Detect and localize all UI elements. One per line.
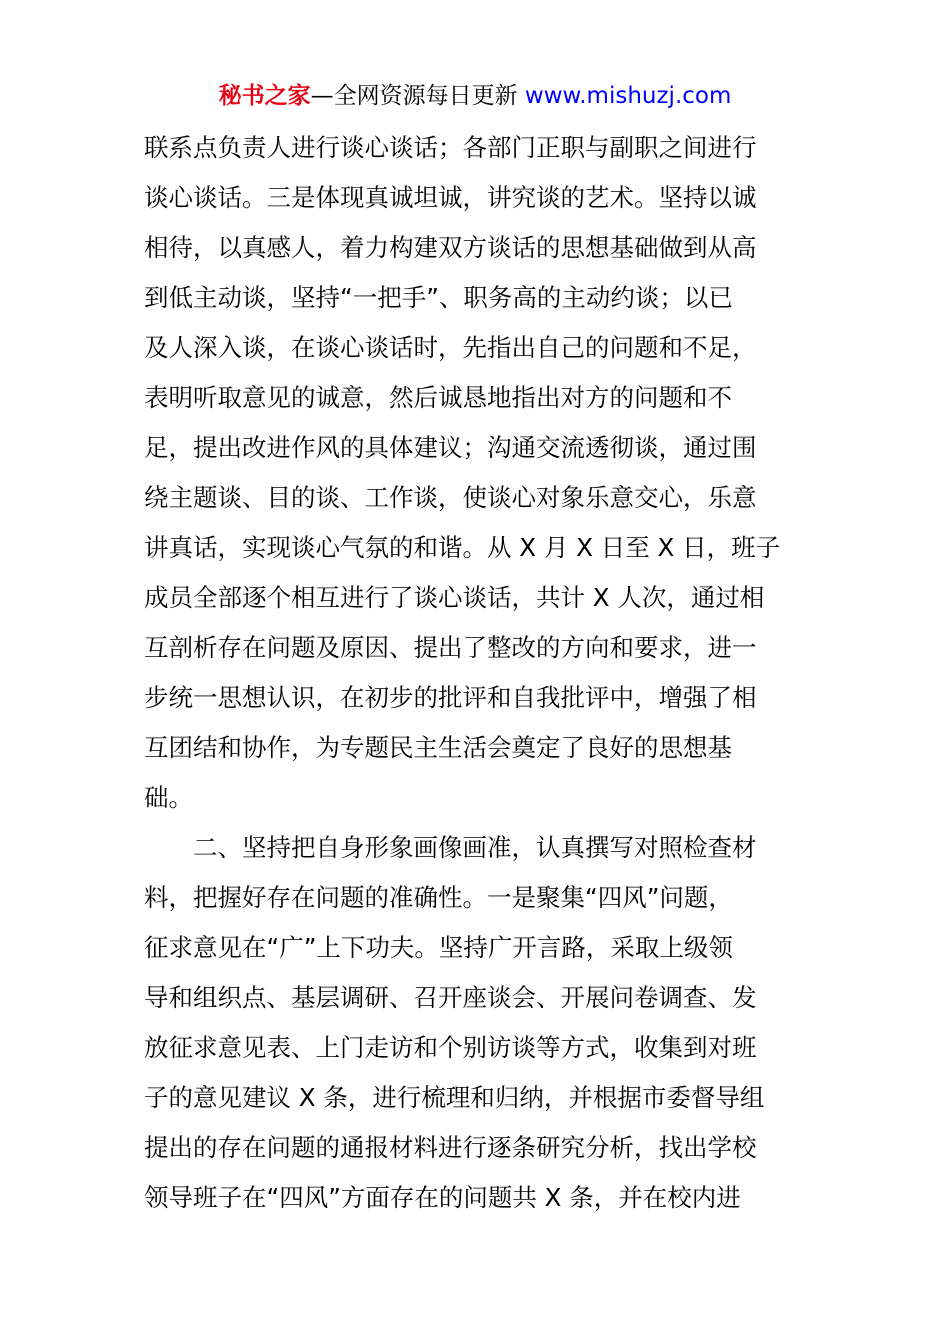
text-line: 互剖析存在问题及原因、提出了整改的方向和要求，进一 <box>144 633 757 662</box>
text-line: 联系点负责人进行谈心谈话；各部门正职与副职之间进行 <box>144 133 757 162</box>
text-line: 料，把握好存在问题的准确性。一是聚集“四风”问题， <box>144 883 733 912</box>
text-line: 足，提出改进作风的具体建议；沟通交流透彻谈，通过围 <box>144 433 757 462</box>
text-line: 谈心谈话。三是体现真诚坦诚，讲究谈的艺术。坚持以诚 <box>144 183 757 212</box>
text-line: 及人深入谈，在谈心谈话时，先指出自己的问题和不足， <box>144 333 757 362</box>
text-line: 子的意见建议 X 条，进行梳理和归纳，并根据市委督导组 <box>144 1083 765 1112</box>
text-line: 提出的存在问题的通报材料进行逐条研究分析，找出学校 <box>144 1133 757 1162</box>
brand-name: 秘书之家 <box>218 83 311 109</box>
section-heading-line: 二、坚持把自身形象画像画准，认真撰写对照检查材 <box>193 833 757 862</box>
text-line: 讲真话，实现谈心气氛的和谐。从 X 月 X 日至 X 日，班子 <box>144 533 781 562</box>
text-line: 放征求意见表、上门走访和个别访谈等方式，收集到对班 <box>144 1033 757 1062</box>
text-line: 互团结和协作，为专题民主生活会奠定了良好的思想基 <box>144 733 732 762</box>
page-header <box>0 80 950 112</box>
text-line: 导和组织点、基层调研、召开座谈会、开展问卷调查、发 <box>144 983 757 1012</box>
header-tagline: —全网资源每日更新 <box>310 83 525 109</box>
text-line: 相待，以真感人，着力构建双方谈话的思想基础做到从高 <box>144 233 757 262</box>
text-line: 绕主题谈、目的谈、工作谈，使谈心对象乐意交心，乐意 <box>144 483 757 512</box>
text-line: 领导班子在“四风”方面存在的问题共 X 条，并在校内进 <box>144 1183 741 1212</box>
text-line: 表明听取意见的诚意，然后诚恳地指出对方的问题和不 <box>144 383 732 412</box>
document-body <box>144 123 810 1223</box>
text-line: 础。 <box>144 783 193 812</box>
text-line: 到低主动谈，坚持“一把手”、职务高的主动约谈；以已 <box>144 283 733 312</box>
text-line: 征求意见在“广”上下功夫。坚持广开言路，采取上级领 <box>144 933 733 962</box>
text-line: 步统一思想认识，在初步的批评和自我批评中，增强了相 <box>144 683 757 712</box>
website-url[interactable]: www.mishuzj.com <box>524 83 732 109</box>
text-line: 成员全部逐个相互进行了谈心谈话，共计 X 人次，通过相 <box>144 583 765 612</box>
